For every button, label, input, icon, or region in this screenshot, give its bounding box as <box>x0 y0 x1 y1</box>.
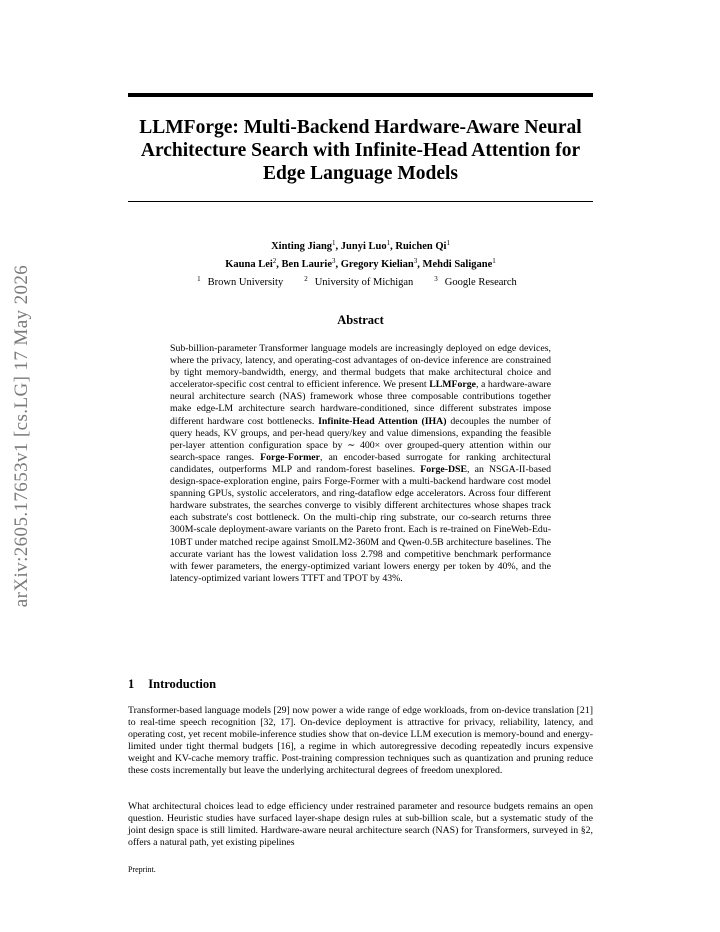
abstract-bold-term: LLMForge <box>429 379 476 391</box>
title-top-rule <box>128 93 593 97</box>
affiliation-mark: 1 <box>197 275 201 283</box>
affiliation-name: Brown University <box>207 277 284 288</box>
author-name: Junyi Luo <box>340 241 387 252</box>
affiliation-item <box>304 277 420 288</box>
affiliation-mark: 1 <box>332 239 336 247</box>
abstract-bold-term: Infinite-Head Attention (IHA) <box>318 415 447 427</box>
affiliation-mark: 1 <box>492 257 496 265</box>
author-name: Xinting Jiang <box>271 241 333 252</box>
affiliation-mark: 2 <box>304 275 308 283</box>
affiliation-mark: 3 <box>332 257 336 265</box>
abstract-text-run: , an encoder-based surrogate for ranking architectural candidates, outperforms MLP and random-forest baselines. <box>170 451 551 475</box>
affiliation-line <box>128 272 593 290</box>
section-heading-introduction <box>128 677 216 692</box>
abstract-text-run: , a hardware-aware neural architecture search (NAS) framework whose three composable contributions together make edge-LM architecture search hardware-conditioned, since different substrates impose different hardware cost bottlenecks. <box>170 379 551 427</box>
intro-paragraph-1: Transformer-based language models [29] now power a wide range of edge workloads, from on-device translation [21] to real-time speech recognition [32, 17]. On-device deployment is attractive for privacy, reliability, latency, and operating cost, yet recent mobile-inference studies show that on-device LLM execution is memory-bound and energy-limited under tight thermal budgets [16], a regime in which autoregressive decoding repeatedly incurs expensive weight and KV-cache memory traffic. Post-training compression techniques such as quantization and pruning reduce these costs incrementally but leave the underlying architectural degrees of freedom unexplored. <box>128 705 593 776</box>
affiliation-name: Google Research <box>444 277 517 288</box>
abstract-heading: Abstract <box>337 313 384 327</box>
author-name: Ben Laurie <box>281 259 333 270</box>
affiliation-mark: 3 <box>434 275 438 283</box>
author-line-2: Kauna Lei$^2$, Ben Laurie$^3$, Gregory Kielian$^3$, Mehdi Saligane$^1$ <box>225 257 496 270</box>
abstract-bold-term: Forge-DSE <box>420 463 468 475</box>
abstract-bold-term: Forge-Former <box>260 451 320 463</box>
section-title: Introduction <box>148 677 217 691</box>
affiliation-mark: 3 <box>413 257 418 265</box>
abstract-text <box>170 343 551 585</box>
arxiv-identifier-stamp: arXiv:2605.17653v1 [cs.LG] 17 May 2026 <box>11 264 32 608</box>
affiliation-item <box>197 277 290 288</box>
affiliation-name: University of Michigan <box>314 277 414 288</box>
affiliation-item <box>434 277 524 288</box>
author-name: Ruichen Qi <box>395 241 447 252</box>
affiliation-mark: 1 <box>446 239 450 247</box>
affiliation-mark: 1 <box>386 239 391 247</box>
section-number: 1 <box>128 677 135 691</box>
author-line-1: Xinting Jiang$^1$, Junyi Luo$^1$, Ruichen Qi$^1$ <box>271 239 450 252</box>
abstract-text-run: Sub-billion-parameter Transformer language models are increasingly deployed on edge devices, where the privacy, latency, and operating-cost advantages of on-device inference are constrained by tight memory-bandwidth, energy, and thermal budgets that make architectural choice and accelerator-specific cost central to efficient inference. We present <box>170 343 551 391</box>
intro-paragraph-2: What architectural choices lead to edge efficiency under restrained parameter and resource budgets remains an open question. Heuristic studies have surfaced layer-shape design rules at sub-billion scale, but a systematic study of the joint design space is still limited. Hardware-aware neural architecture search (NAS) for Transformers, surveyed in §2, offers a natural path, yet existing pipelines <box>128 801 593 848</box>
affiliation-mark: 2 <box>272 257 277 265</box>
abstract-text-run: , an NSGA-II-based design-space-exploration engine, pairs Forge-Former with a multi-backend hardware cost model spanning GPUs, systolic accelerators, and ring-dataflow edge accelerators. Across four different hardware substrates, the searches converge to visibly different architectures whose shapes track each substrate's cost bottleneck. On the multi-chip ring substrate, our co-search returns three 300M-scale deployment-aware variants on the Pareto front. Each is re-trained on FineWeb-Edu-10BT under matched recipe against SmolLM2-360M and Qwen-0.5B architecture baselines. The accurate variant has the lowest validation loss 2.798 and competitive benchmark performance with fewer parameters, the energy-optimized variant lowers energy per token by 40%, and the latency-optimized variant lowers TTFT and TPOT by 43%. <box>170 463 552 584</box>
author-name: Mehdi Saligane <box>422 259 493 270</box>
author-name: Gregory Kielian <box>340 259 414 270</box>
title-bottom-rule <box>128 201 593 202</box>
preprint-footer: Preprint. <box>128 865 156 874</box>
paper-title: LLMForge: Multi-Backend Hardware-Aware Neural Architecture Search with Infinite-Head Attention for Edge Language Models <box>139 117 582 184</box>
author-name: Kauna Lei <box>225 259 273 270</box>
author-block <box>128 236 593 290</box>
abstract-text-run: decouples the number of query heads, KV groups, and per-head query/key and value dimensions, expanding the feasible per-layer attention configuration space by ∼ 400× over grouped-query attention within our search-space ranges. <box>170 415 551 463</box>
